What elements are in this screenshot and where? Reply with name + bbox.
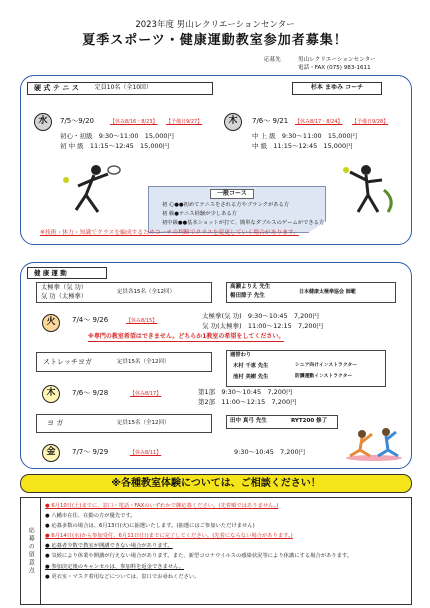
notice-item-4: ● 6月14日(水)から参加受付、6月11日(日)までに完了してください。(先着にならない場合があります。) — [45, 531, 352, 541]
page-title: 夏季スポーツ・健康運動教室参加者募集！ — [82, 33, 348, 48]
notice-item-3: ● 応募多数の場合は、6月13日(火)に抽選いたします。(抽選にはご参加いただけません) — [45, 521, 352, 531]
thu-row-2: 中 級 11:15～12:45 15,000円 — [252, 142, 353, 150]
org-name: 男山レクリエーションセンター — [298, 57, 376, 63]
fri-dates: 7/7～ 9/29 — [72, 448, 109, 456]
yoga-inst-header: 週替わり — [230, 352, 252, 358]
yoga-row-2: 第2部 11:00～12:15 7,200円 — [198, 398, 297, 406]
yoga2-cert: RYT200 修了 — [291, 418, 328, 424]
notice-item-8: ● 更衣室・マスク着用などについては、窓口でお尋ねください。 — [45, 572, 352, 582]
yoga-inst-2-role: 防護運動インストラクター — [295, 374, 353, 379]
tennis-title — [27, 82, 213, 95]
taikyoku-inst-2: 楊田節子 先生 — [230, 293, 265, 299]
thu-yoga-holiday: 【休み8/17】 — [130, 391, 162, 397]
fri-holiday: 【休み8/11】 — [130, 450, 162, 456]
yoga-inst-1: 木村 千恵 先生 — [233, 363, 269, 369]
general-course-title: 一般コース — [210, 189, 254, 199]
notice-section — [20, 497, 412, 605]
tennis-coach: 杉本 まゆみ コーチ — [292, 82, 382, 95]
thu-dates: 7/6～ 9/21 — [252, 117, 289, 125]
notice-side-label: 応募の留意点 — [21, 498, 41, 604]
tennis-capacity: 定員10名（全10回） — [94, 84, 153, 91]
tue-row-2: 気 功(太極拳) 11:00～12:15 7,200円 — [202, 322, 324, 330]
thu-yoga-day-badge: 木 — [42, 385, 60, 403]
yoga-name: ストレッチヨガ — [43, 358, 92, 366]
thu-row-1: 中 上 級 9:30～11:00 15,000円 — [252, 132, 358, 140]
general-line-3: 初中級●●基本ショットが打て、簡単なダブルスのゲームができる方 — [162, 220, 325, 226]
general-course-list — [162, 201, 324, 228]
wed-row-2: 初 中 級 11:15～12:45 15,000円 — [60, 142, 170, 150]
notice-item-6: ● 気候により休業や開講が行えない場合があります。また、新型コロナウイルスの感染状況等により休講にする場合があります。 — [45, 551, 352, 561]
org-label: 応募先 — [264, 57, 281, 63]
yoga2-row: 9:30～10:45 7,200円 — [234, 448, 306, 456]
thu-reserve: 【予備日9/28】 — [352, 119, 389, 125]
yoga-illustration — [344, 420, 404, 462]
fri-day-badge: 金 — [42, 444, 60, 462]
header-year: 2023年度 男山レクリエーションセンター — [135, 20, 295, 30]
trial-banner: ※各種教室体験については、ご相談ください！ — [20, 474, 412, 493]
notice-item-5: ● 応募者少数で教室が開講できない場合があります。 — [45, 541, 352, 551]
yoga-capacity: 定員15名（全12回） — [117, 359, 170, 365]
taikyoku-inst-1: 高瀬よりえ 先生 — [230, 284, 271, 290]
tue-holiday: 【休み8/15】 — [126, 318, 158, 324]
taikyoku-name-2: 気 功（太極拳） — [41, 293, 88, 300]
taikyoku-name-panel — [36, 282, 212, 303]
taikyoku-capacity: 定員各15名（全12回） — [117, 289, 175, 295]
wed-dates: 7/5～9/20 — [60, 117, 94, 125]
org-tel: 電話・FAX (075) 983-1611 — [298, 65, 371, 72]
thu-day-badge: 木 — [224, 113, 242, 131]
taikyoku-name-1: 太極拳（気 功） — [41, 284, 88, 291]
notice-item-7: ● 参加決定後のキャンセルは、参加料を返金できません。 — [45, 562, 352, 572]
health-title: 健 康 運 動 — [27, 267, 107, 279]
yoga-instructor-panel — [226, 350, 386, 387]
taikyoku-org: 日本健康太極拳協会 師範 — [299, 289, 356, 295]
tue-dates: 7/4～ 9/26 — [72, 316, 109, 324]
tue-day-badge: 火 — [42, 314, 60, 332]
thu-holiday: 【休み8/17・8/24】 — [295, 119, 343, 125]
tennis-name: 硬 式 テ ニ ス — [34, 84, 79, 92]
yoga-row-1: 第1部 9:30～10:45 7,200円 — [198, 388, 293, 396]
yoga2-name-panel — [36, 414, 212, 433]
yoga-inst-1-role: シニア向けインストラクター — [295, 363, 358, 368]
notice-item-1: ● 6月10日(土)までに、窓口・電話・FAXのいずれかで御応募ください。(先着順ではありません。) — [45, 501, 352, 511]
tue-row-1: 太極拳(気 功) 9:30～10:45 7,200円 — [202, 312, 319, 320]
tennis-note: ※技術・体力・知識でクラスを編成するためコーチの判断でクラスを変更していく場合があります。 — [40, 230, 300, 236]
general-line-2: 初 級●テニス経験が少しある方 — [162, 211, 237, 217]
yoga2-instructor: 田中 真弓 先生 — [230, 418, 267, 424]
yoga2-instructor-panel — [226, 415, 338, 429]
yoga-inst-2: 池村 美樹 先生 — [233, 374, 269, 380]
yoga-name-panel — [36, 352, 212, 372]
tennis-player-illustration — [56, 160, 126, 220]
wed-day-badge: 水 — [34, 113, 52, 131]
general-line-1: 初 心●●初めてテニスをされる方やブランクがある方 — [162, 202, 290, 208]
tennis-player-illustration-2 — [336, 160, 406, 220]
contact-info — [264, 56, 376, 72]
yoga2-name: ヨ ガ — [47, 419, 64, 427]
wed-reserve: 【予備日9/27】 — [166, 119, 203, 125]
taikyoku-warning: ※専門の教室希望はできません。どちらか1教室の希望をしてください。 — [88, 333, 285, 340]
wed-holiday: 【休み8/16・8/23】 — [110, 119, 158, 125]
taikyoku-instructor-panel — [226, 282, 396, 303]
notice-item-2: ● 八幡市在住、在勤の方が優先です。 — [45, 511, 352, 521]
yoga2-capacity: 定員15名（全12回） — [117, 420, 170, 426]
wed-row-1: 初心・初級 9:30～11:00 15,000円 — [60, 132, 174, 140]
notice-list — [45, 501, 352, 582]
thu-yoga-dates: 7/6～ 9/28 — [72, 389, 109, 397]
